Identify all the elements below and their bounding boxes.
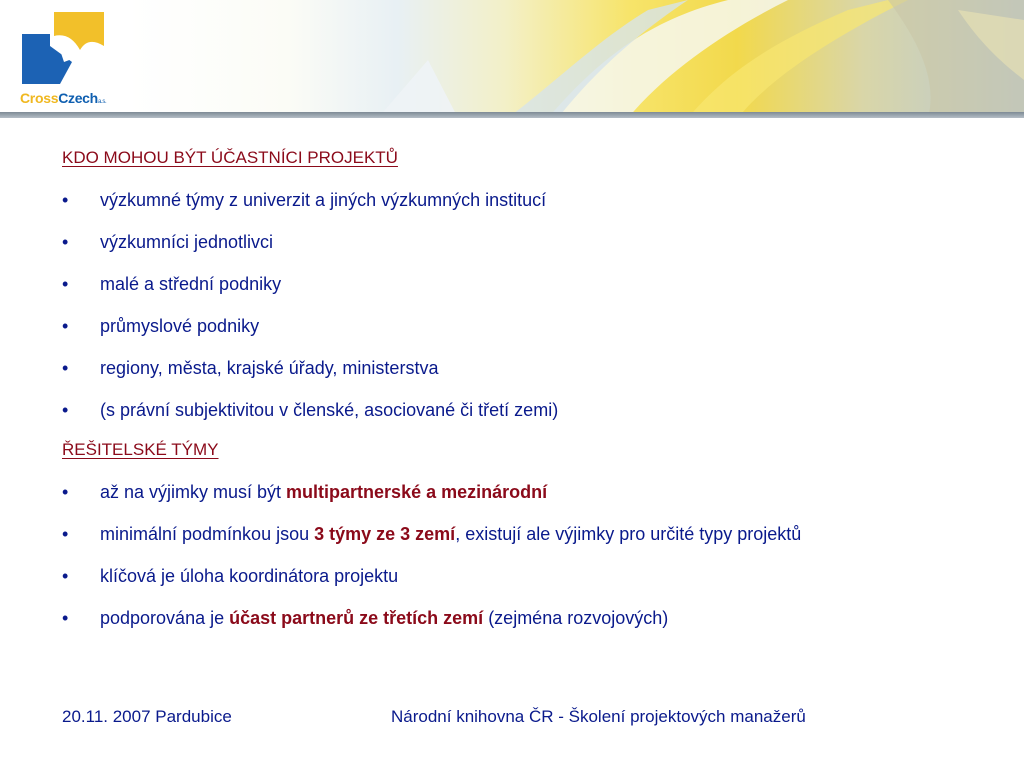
list-item: • klíčová je úloha koordinátora projektu bbox=[62, 564, 962, 589]
list-item: • podporována je účast partnerů ze třetích zemí (zejména rozvojových) bbox=[62, 606, 962, 631]
logo-wordmark: CrossCzecha.s. bbox=[20, 90, 107, 106]
footer-event-title: Národní knihovna ČR - Školení projektových manažerů bbox=[391, 707, 806, 726]
bullet: • bbox=[62, 566, 69, 586]
list-item: • malé a střední podniky bbox=[62, 272, 962, 297]
highlight-text: 3 týmy ze 3 zemí bbox=[314, 524, 456, 544]
list-item: • až na výjimky musí být multipartnerské a mezinárodní bbox=[62, 480, 962, 505]
list-item: • (s právní subjektivitou v členské, asociované či třetí zemi) bbox=[62, 398, 962, 423]
list-item: • průmyslové podniky bbox=[62, 314, 962, 339]
list-item: • minimální podmínkou jsou 3 týmy ze 3 zemí, existují ale výjimky pro určité typy projektů bbox=[62, 522, 962, 547]
footer-date-location: 20.11. 2007 Pardubice bbox=[62, 707, 232, 726]
bullet: • bbox=[62, 358, 69, 378]
bullet: • bbox=[62, 232, 69, 252]
crossczech-logo bbox=[8, 6, 120, 110]
teams-list bbox=[62, 480, 962, 631]
list-item: • výzkumníci jednotlivci bbox=[62, 230, 962, 255]
logo-mark-icon bbox=[8, 6, 120, 86]
header-banner-image bbox=[128, 0, 1024, 118]
bullet: • bbox=[62, 400, 69, 420]
header-divider-bar bbox=[0, 112, 1024, 118]
banner-graphic bbox=[128, 0, 1024, 118]
bullet: • bbox=[62, 316, 69, 336]
bullet: • bbox=[62, 608, 69, 628]
bullet: • bbox=[62, 482, 69, 502]
participants-list bbox=[62, 188, 962, 423]
highlight-text: multipartnerské a mezinárodní bbox=[286, 482, 548, 502]
bullet: • bbox=[62, 524, 69, 544]
bullet: • bbox=[62, 190, 69, 210]
slide-content bbox=[62, 148, 962, 648]
highlight-text: účast partnerů ze třetích zemí bbox=[229, 608, 484, 628]
list-item: • regiony, města, krajské úřady, ministerstva bbox=[62, 356, 962, 381]
section-heading-participants: KDO MOHOU BÝT ÚČASTNÍCI PROJEKTŮ bbox=[62, 148, 398, 167]
bullet: • bbox=[62, 274, 69, 294]
section-heading-teams: ŘEŠITELSKÉ TÝMY bbox=[62, 440, 219, 459]
list-item: • výzkumné týmy z univerzit a jiných výzkumných institucí bbox=[62, 188, 962, 213]
header bbox=[0, 0, 1024, 118]
